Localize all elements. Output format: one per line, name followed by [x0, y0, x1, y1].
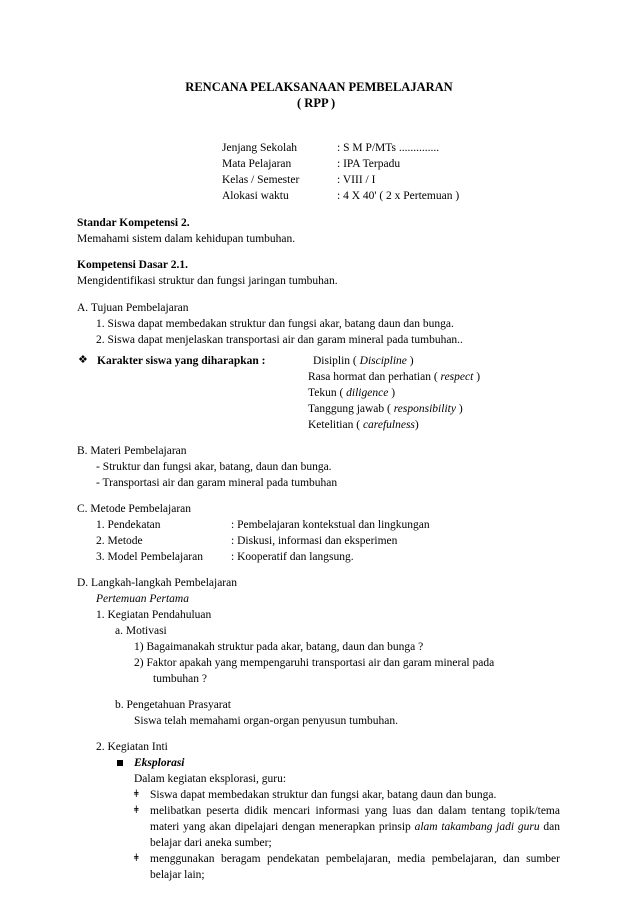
eksplorasi-item-cont: belajar lain; [150, 869, 205, 881]
info-label: Mata Pelajaran [222, 158, 292, 170]
info-label: Alokasi waktu [222, 190, 289, 202]
info-value: : VIII / I [337, 174, 376, 186]
section-d-heading: D. Langkah-langkah Pembelajaran [77, 577, 237, 589]
prasyarat-text: Siswa telah memahami organ-organ penyusun tumbuhan. [134, 715, 399, 727]
trait-item: Ketelitian ( carefulness) [308, 419, 419, 431]
metode-label: 3. Model Pembelajaran [96, 551, 203, 563]
question-item-cont: tumbuhan ? [153, 673, 207, 685]
info-value: : S M P/MTs .............. [337, 142, 440, 154]
page-subtitle: ( RPP ) [297, 96, 336, 110]
info-value: : IPA Terpadu [337, 158, 401, 170]
karakter-heading: Karakter siswa yang diharapkan : [97, 355, 266, 367]
list-item: - Struktur dan fungsi akar, batang, daun dan bunga. [96, 461, 332, 473]
trait-item: Disiplin ( Discipline ) [313, 355, 414, 367]
list-item: 2. Siswa dapat menjelaskan transportasi air dan garam mineral pada tumbuhan.. [96, 334, 463, 346]
trait-item: Tekun ( diligence ) [308, 387, 396, 399]
eksplorasi-intro: Dalam kegiatan eksplorasi, guru: [134, 773, 287, 785]
question-item: 1) Bagaimanakah struktur pada akar, batang, daun dan bunga ? [134, 641, 424, 653]
kd-heading: Kompetensi Dasar 2.1. [77, 259, 188, 271]
motivasi-heading: a. Motivasi [115, 625, 167, 637]
metode-value: : Kooperatif dan langsung. [231, 551, 354, 563]
eksplorasi-item-cont: belajar dari aneka sumber; [150, 837, 272, 849]
info-label: Kelas / Semester [222, 174, 300, 186]
info-label: Jenjang Sekolah [222, 142, 298, 154]
kd-text: Mengidentifikasi struktur dan fungsi jaringan tumbuhan. [77, 275, 338, 287]
diamond-bullet-icon: ❖ [78, 353, 88, 366]
metode-value: : Pembelajaran kontekstual dan lingkungan [231, 519, 430, 531]
section-a-heading: A. Tujuan Pembelajaran [77, 302, 189, 314]
sk-text: Memahami sistem dalam kehidupan tumbuhan. [77, 233, 296, 245]
page-title: RENCANA PELAKSANAAN PEMBELAJARAN [185, 80, 453, 94]
list-item: - Transportasi air dan garam mineral pada tumbuhan [96, 477, 338, 489]
pendahuluan-heading: 1. Kegiatan Pendahuluan [96, 609, 212, 621]
list-item: 1. Siswa dapat membedakan struktur dan fungsi akar, batang daun dan bunga. [96, 318, 454, 330]
info-value: : 4 X 40' ( 2 x Pertemuan ) [337, 190, 460, 202]
double-dagger-bullet-icon: ǂ [134, 789, 139, 800]
double-dagger-bullet-icon: ǂ [134, 853, 139, 864]
eksplorasi-item: menggunakan beragam pendekatan pembelajaran, media pembelajaran, dan sumber [150, 853, 560, 865]
eksplorasi-item-cont: materi yang akan dipelajari dengan menerapkan prinsip alam takambang jadi guru dan [150, 821, 560, 833]
trait-item: Rasa hormat dan perhatian ( respect ) [308, 371, 481, 383]
metode-label: 1. Pendekatan [96, 519, 161, 531]
section-c-heading: C. Metode Pembelajaran [77, 503, 192, 515]
eksplorasi-item: Siswa dapat membedakan struktur dan fungsi akar, batang daun dan bunga. [150, 789, 497, 801]
section-b-heading: B. Materi Pembelajaran [77, 445, 187, 457]
metode-value: : Diskusi, informasi dan eksperimen [231, 535, 398, 547]
question-item: 2) Faktor apakah yang mempengaruhi transportasi air dan garam mineral pada [134, 657, 495, 669]
square-bullet-icon [117, 756, 123, 770]
metode-label: 2. Metode [96, 535, 143, 547]
trait-item: Tanggung jawab ( responsibility ) [308, 403, 463, 415]
prasyarat-heading: b. Pengetahuan Prasyarat [115, 699, 231, 711]
eksplorasi-heading: Eksplorasi [134, 757, 185, 769]
double-dagger-bullet-icon: ǂ [134, 805, 139, 816]
eksplorasi-item: melibatkan peserta didik mencari informasi yang luas dan dalam tentang topik/tema [150, 805, 560, 817]
pertemuan-label: Pertemuan Pertama [96, 593, 189, 605]
inti-heading: 2. Kegiatan Inti [96, 741, 168, 753]
sk-heading: Standar Kompetensi 2. [77, 217, 190, 229]
